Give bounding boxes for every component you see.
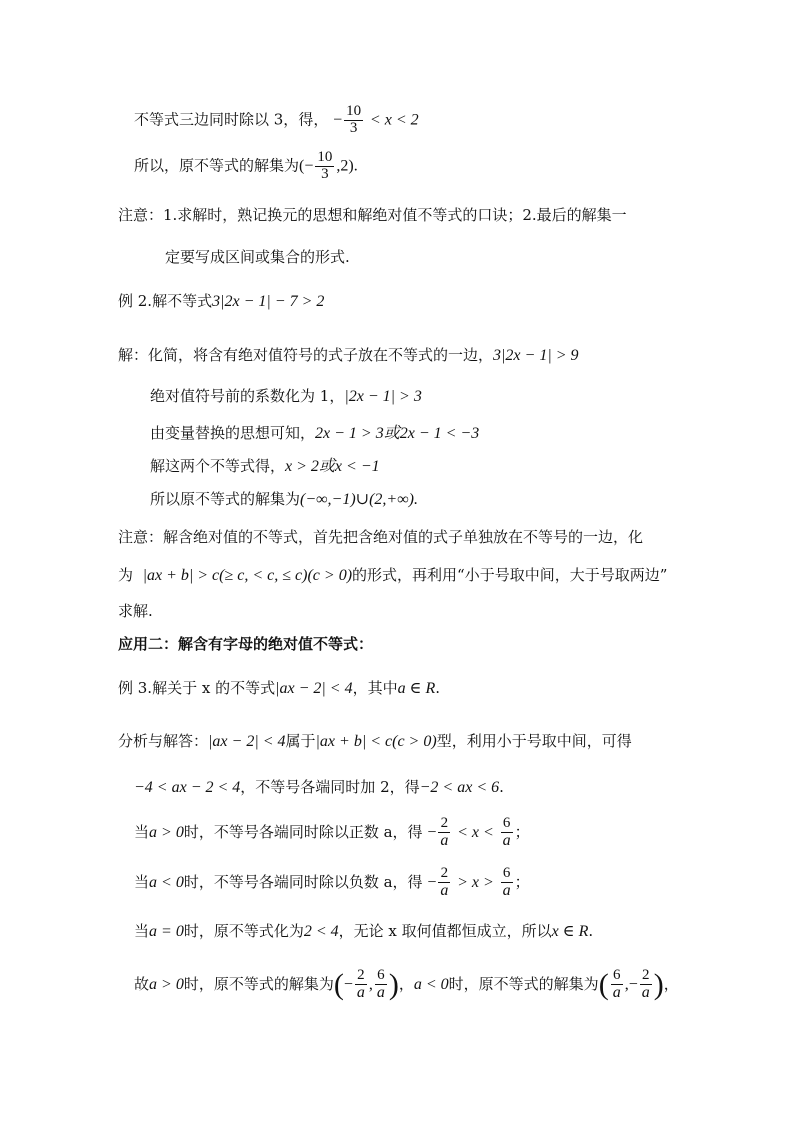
text: 当	[134, 822, 150, 841]
math: −2 < ax < 6	[419, 779, 500, 796]
close-paren: ,2).	[336, 157, 358, 175]
example-2	[118, 292, 324, 311]
text: 不等式三边同时除以 3，得，	[134, 110, 329, 129]
numerator: 6	[375, 968, 387, 985]
math: |ax − 2| < 4	[275, 680, 353, 697]
math: a = 0	[149, 923, 184, 940]
text: ；	[514, 822, 530, 841]
note-2-line-a: 注意：解含绝对值的不等式，首先把含绝对值的式子单独放在不等号的一边，化	[118, 528, 644, 546]
numerator: 10	[346, 103, 362, 119]
fraction-6-a	[501, 866, 513, 900]
fraction-6-a	[611, 968, 623, 1002]
denominator: 3	[349, 119, 358, 136]
example-3	[118, 679, 440, 698]
text: 时，不等号各端同时除以负数 a，得	[183, 872, 423, 891]
fraction-10-3	[315, 150, 334, 183]
math: |2x − 1| > 3	[344, 388, 422, 405]
text: ；	[514, 872, 530, 891]
math: |ax + b| < c(c > 0)	[315, 733, 437, 750]
line-solution-set-1	[134, 150, 358, 183]
text: ，其中	[352, 679, 398, 697]
text: ，	[398, 974, 414, 993]
step-4	[150, 490, 418, 509]
numerator: 6	[501, 866, 513, 883]
math: a > 0	[149, 975, 184, 993]
numerator: 6	[611, 968, 623, 985]
text: ，	[663, 974, 679, 993]
math: 3|2x − 1| > 9	[493, 347, 579, 364]
numerator: 2	[438, 816, 450, 833]
text: .	[435, 679, 440, 697]
text: 型，利用小于号取中间，可得	[436, 732, 632, 750]
math: a ∈ R	[397, 680, 436, 697]
inequality: < x <	[457, 823, 494, 841]
inequality: < x < 2	[369, 111, 419, 129]
open-paren: (	[598, 967, 609, 1001]
math: |ax − 2| < 4	[208, 733, 286, 750]
line-divide-by-3	[134, 104, 419, 137]
math: 2x − 1 > 3或2x − 1 < −3	[315, 425, 480, 442]
case-a-zero	[134, 922, 593, 941]
numerator: 6	[501, 816, 513, 833]
math: x ∈ R	[551, 923, 589, 940]
math: a > 0	[149, 823, 184, 841]
minus-sign: −	[427, 823, 437, 841]
text: 解：化简，将含有绝对值符号的式子放在不等式的一边，	[118, 346, 494, 364]
text: 时，原不等式的解集为	[183, 974, 334, 993]
numerator: 2	[640, 968, 652, 985]
text: 的形式，再利用“小于号取中间，大于号取两边”	[352, 566, 668, 584]
denominator: a	[502, 831, 511, 849]
text: 由变量替换的思想可知，	[150, 424, 316, 442]
math: |ax + b| > c(≥ c, < c, ≤ c)(c > 0)	[142, 567, 353, 584]
math: a < 0	[413, 975, 449, 993]
text: 时，原不等式的解集为	[448, 974, 599, 993]
text: ，无论 x 取何值都恒成立，所以	[338, 922, 552, 940]
text: 分析与解答：	[118, 732, 209, 750]
text: 当	[134, 922, 150, 940]
text: 故	[134, 974, 150, 993]
text: 所以原不等式的解集为	[150, 490, 301, 508]
text: 为	[118, 566, 134, 584]
range-line	[134, 778, 504, 797]
math: (−∞,−1)∪(2,+∞).	[300, 491, 418, 508]
numerator: 2	[355, 968, 367, 985]
math: 3|2x − 1| − 7 > 2	[212, 293, 325, 310]
denominator: a	[356, 983, 365, 1001]
text: 绝对值符号前的系数化为 1，	[150, 387, 345, 405]
math: −4 < ax − 2 < 4	[134, 779, 241, 796]
math: 2 < 4	[303, 923, 339, 940]
final-solution	[134, 968, 679, 1002]
step-2	[150, 424, 479, 443]
minus-sign: −	[333, 111, 343, 129]
fraction-6-a	[375, 968, 387, 1002]
text: ，不等号各端同时加 2，得	[240, 778, 420, 796]
text: 解这两个不等式得，	[150, 457, 286, 475]
denominator: a	[641, 983, 650, 1001]
denominator: a	[440, 831, 449, 849]
fraction-2-a	[438, 866, 450, 900]
note-1-line-b: 定要写成区间或集合的形式.	[165, 248, 350, 266]
fraction-2-a	[438, 816, 450, 850]
fraction-10-3	[344, 104, 363, 137]
close-paren: )	[388, 967, 399, 1001]
comma: ,	[368, 975, 373, 993]
math: x > 2或x < −1	[285, 458, 380, 475]
step-3	[150, 457, 380, 476]
text: 所以，原不等式的解集为	[134, 156, 300, 175]
text: .	[499, 778, 504, 796]
minus-sign: −	[427, 873, 437, 891]
note-1-line-a: 注意：1.求解时，熟记换元的思想和解绝对值不等式的口诀；2.最后的解集一	[118, 206, 627, 224]
denominator: 3	[321, 165, 329, 182]
open-paren: (−	[299, 157, 314, 175]
numerator: 2	[438, 866, 450, 883]
text: 时，不等号各端同时除以正数 a，得	[183, 822, 423, 841]
step-1	[150, 387, 422, 406]
solution-line	[118, 346, 579, 365]
math: a < 0	[149, 873, 184, 891]
fraction-6-a	[501, 816, 513, 850]
comma: ,−	[624, 975, 638, 993]
case-a-positive	[134, 816, 530, 850]
denominator: a	[612, 983, 621, 1001]
fraction-2-a	[355, 968, 367, 1002]
inequality: > x >	[457, 873, 494, 891]
fraction-2-a	[640, 968, 652, 1002]
text: 当	[134, 872, 150, 891]
case-a-negative	[134, 866, 530, 900]
analysis-line	[118, 732, 632, 751]
text: 例 3.解关于 x 的不等式	[118, 679, 276, 697]
denominator: a	[376, 983, 385, 1001]
open-paren: (	[333, 967, 344, 1001]
close-paren: )	[653, 967, 664, 1001]
denominator: a	[502, 881, 511, 899]
minus-sign: −	[343, 975, 353, 993]
numerator: 10	[317, 149, 333, 165]
section-heading: 应用二：解含有字母的绝对值不等式：	[118, 635, 374, 653]
note-2-line-b	[118, 566, 667, 585]
denominator: a	[440, 881, 449, 899]
text: 属于	[285, 732, 316, 750]
text: 例 2.解不等式	[118, 292, 213, 310]
text: .	[588, 922, 594, 940]
note-2-line-c: 求解.	[118, 602, 153, 620]
text: 时，原不等式化为	[183, 922, 304, 940]
